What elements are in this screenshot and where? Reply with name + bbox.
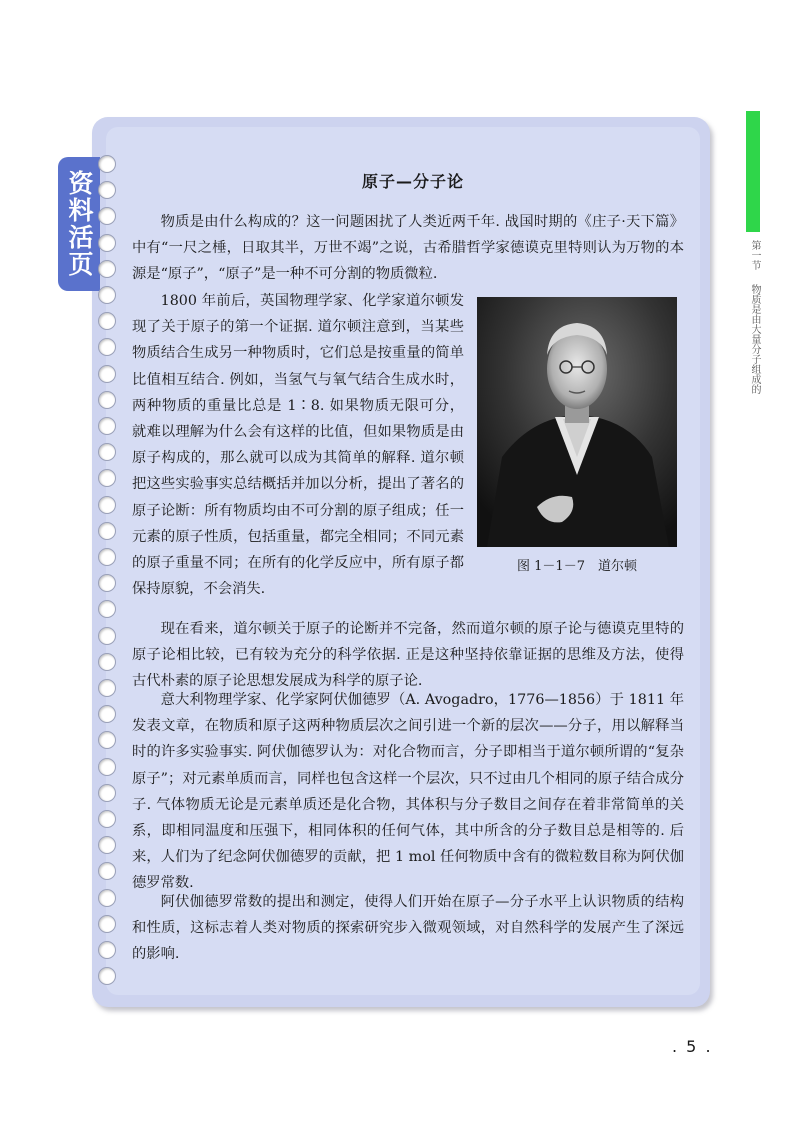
binder-ring <box>98 496 116 514</box>
paragraph-2: 1800 年前后，英国物理学家、化学家道尔顿发现了关于原子的第一个证据. 道尔顿注意到，当某些物质结合生成另一种物质时，它们总是按重量的简单比值相互结合. 例如，当氢气与氧气结合生成水时，两种物质的重量比总是 1∶8. 如果物质无限可分，就难以理解为什么会有这样的比值，但如果物质是由原子构成的，那么就可以成为其简单的解释. 道尔顿把这些实验事实总结概括并加以分析，提出了著名的原子论断：所有物质均由不可分割的原子组成；任一元素的原子性质，包括重量，都完全相同；不同元素的原子重量不同；在所有的化学反应中，所有原子都保持原貌，不会消失. <box>132 293 464 598</box>
binder-ring <box>98 915 116 933</box>
binder-ring <box>98 574 116 592</box>
binder-ring <box>98 836 116 854</box>
binder-ring <box>98 941 116 959</box>
binder-rings <box>98 155 128 985</box>
figure-caption: 图 1－1－7 道尔顿 <box>517 559 637 574</box>
binder-ring <box>98 312 116 330</box>
side-section-number: 第一节 <box>749 240 760 270</box>
page-number: . 5 . <box>672 1037 713 1056</box>
side-chapter-label <box>747 240 761 394</box>
binder-ring <box>98 653 116 671</box>
binder-ring <box>98 810 116 828</box>
dalton-portrait-drawing <box>477 297 677 547</box>
dalton-portrait <box>477 297 677 547</box>
info-tab-label: 资料活页 <box>65 170 94 278</box>
binder-ring <box>98 207 116 225</box>
binder-ring <box>98 260 116 278</box>
binder-ring <box>98 365 116 383</box>
binder-ring <box>98 155 116 173</box>
binder-ring <box>98 627 116 645</box>
binder-ring <box>98 889 116 907</box>
binder-ring <box>98 234 116 252</box>
binder-ring <box>98 784 116 802</box>
section-color-bar <box>746 111 760 232</box>
binder-ring <box>98 679 116 697</box>
paragraph-1: 物质是由什么构成的？这一问题困扰了人类近两千年. 战国时期的《庄子·天下篇》中有“一尺之棰，日取其半，万世不竭”之说，古希腊哲学家德谟克里特则认为万物的本源是“原子”，“原子”是一种不可分割的物质微粒. <box>132 214 684 283</box>
article-title: 原子—分子论 <box>361 172 464 191</box>
binder-ring <box>98 705 116 723</box>
binder-ring <box>98 862 116 880</box>
binder-ring <box>98 758 116 776</box>
binder-ring <box>98 443 116 461</box>
binder-ring <box>98 338 116 356</box>
binder-ring <box>98 417 116 435</box>
binder-ring <box>98 181 116 199</box>
binder-ring <box>98 469 116 487</box>
binder-ring <box>98 391 116 409</box>
binder-ring <box>98 286 116 304</box>
paragraph-5: 阿伏伽德罗常数的提出和测定，使得人们开始在原子—分子水平上认识物质的结构和性质，这标志着人类对物质的探索研究步入微观领域，对自然科学的发展产生了深远的影响. <box>132 894 684 963</box>
paragraph-4: 意大利物理学家、化学家阿伏伽德罗（A. Avogadro，1776—1856）于 1811 年发表文章，在物质和原子这两种物质层次之间引进一个新的层次——分子，用以解释当时的许多实验事实. 阿伏伽德罗认为：对化合物而言，分子即相当于道尔顿所谓的“复杂原子”；对元素单质而言，同样也包含这样一个层次，只不过由几个相同的原子结合成分子. 气体物质无论是元素单质还是化合物，其体积与分子数目之间存在着非常简单的关系，即相同温度和压强下，相同体积的任何气体，其中所含的分子数目总是相等的. 后来，人们为了纪念阿伏伽德罗的贡献，把 1 mol 任何物质中含有的微粒数目称为阿伏伽德罗常数. <box>132 692 684 892</box>
binder-ring <box>98 731 116 749</box>
paragraph-3: 现在看来，道尔顿关于原子的论断并不完备，然而道尔顿的原子论与德谟克里特的原子论相比较，已有较为充分的科学依据. 正是这种坚持依靠证据的思维及方法，使得古代朴素的原子论思想发展成为科学的原子论. <box>132 621 684 690</box>
binder-ring <box>98 548 116 566</box>
binder-ring <box>98 522 116 540</box>
info-tab <box>58 157 100 291</box>
binder-ring <box>98 600 116 618</box>
side-section-title: 物质是由大量分子组成的 <box>749 284 760 394</box>
binder-ring <box>98 967 116 985</box>
